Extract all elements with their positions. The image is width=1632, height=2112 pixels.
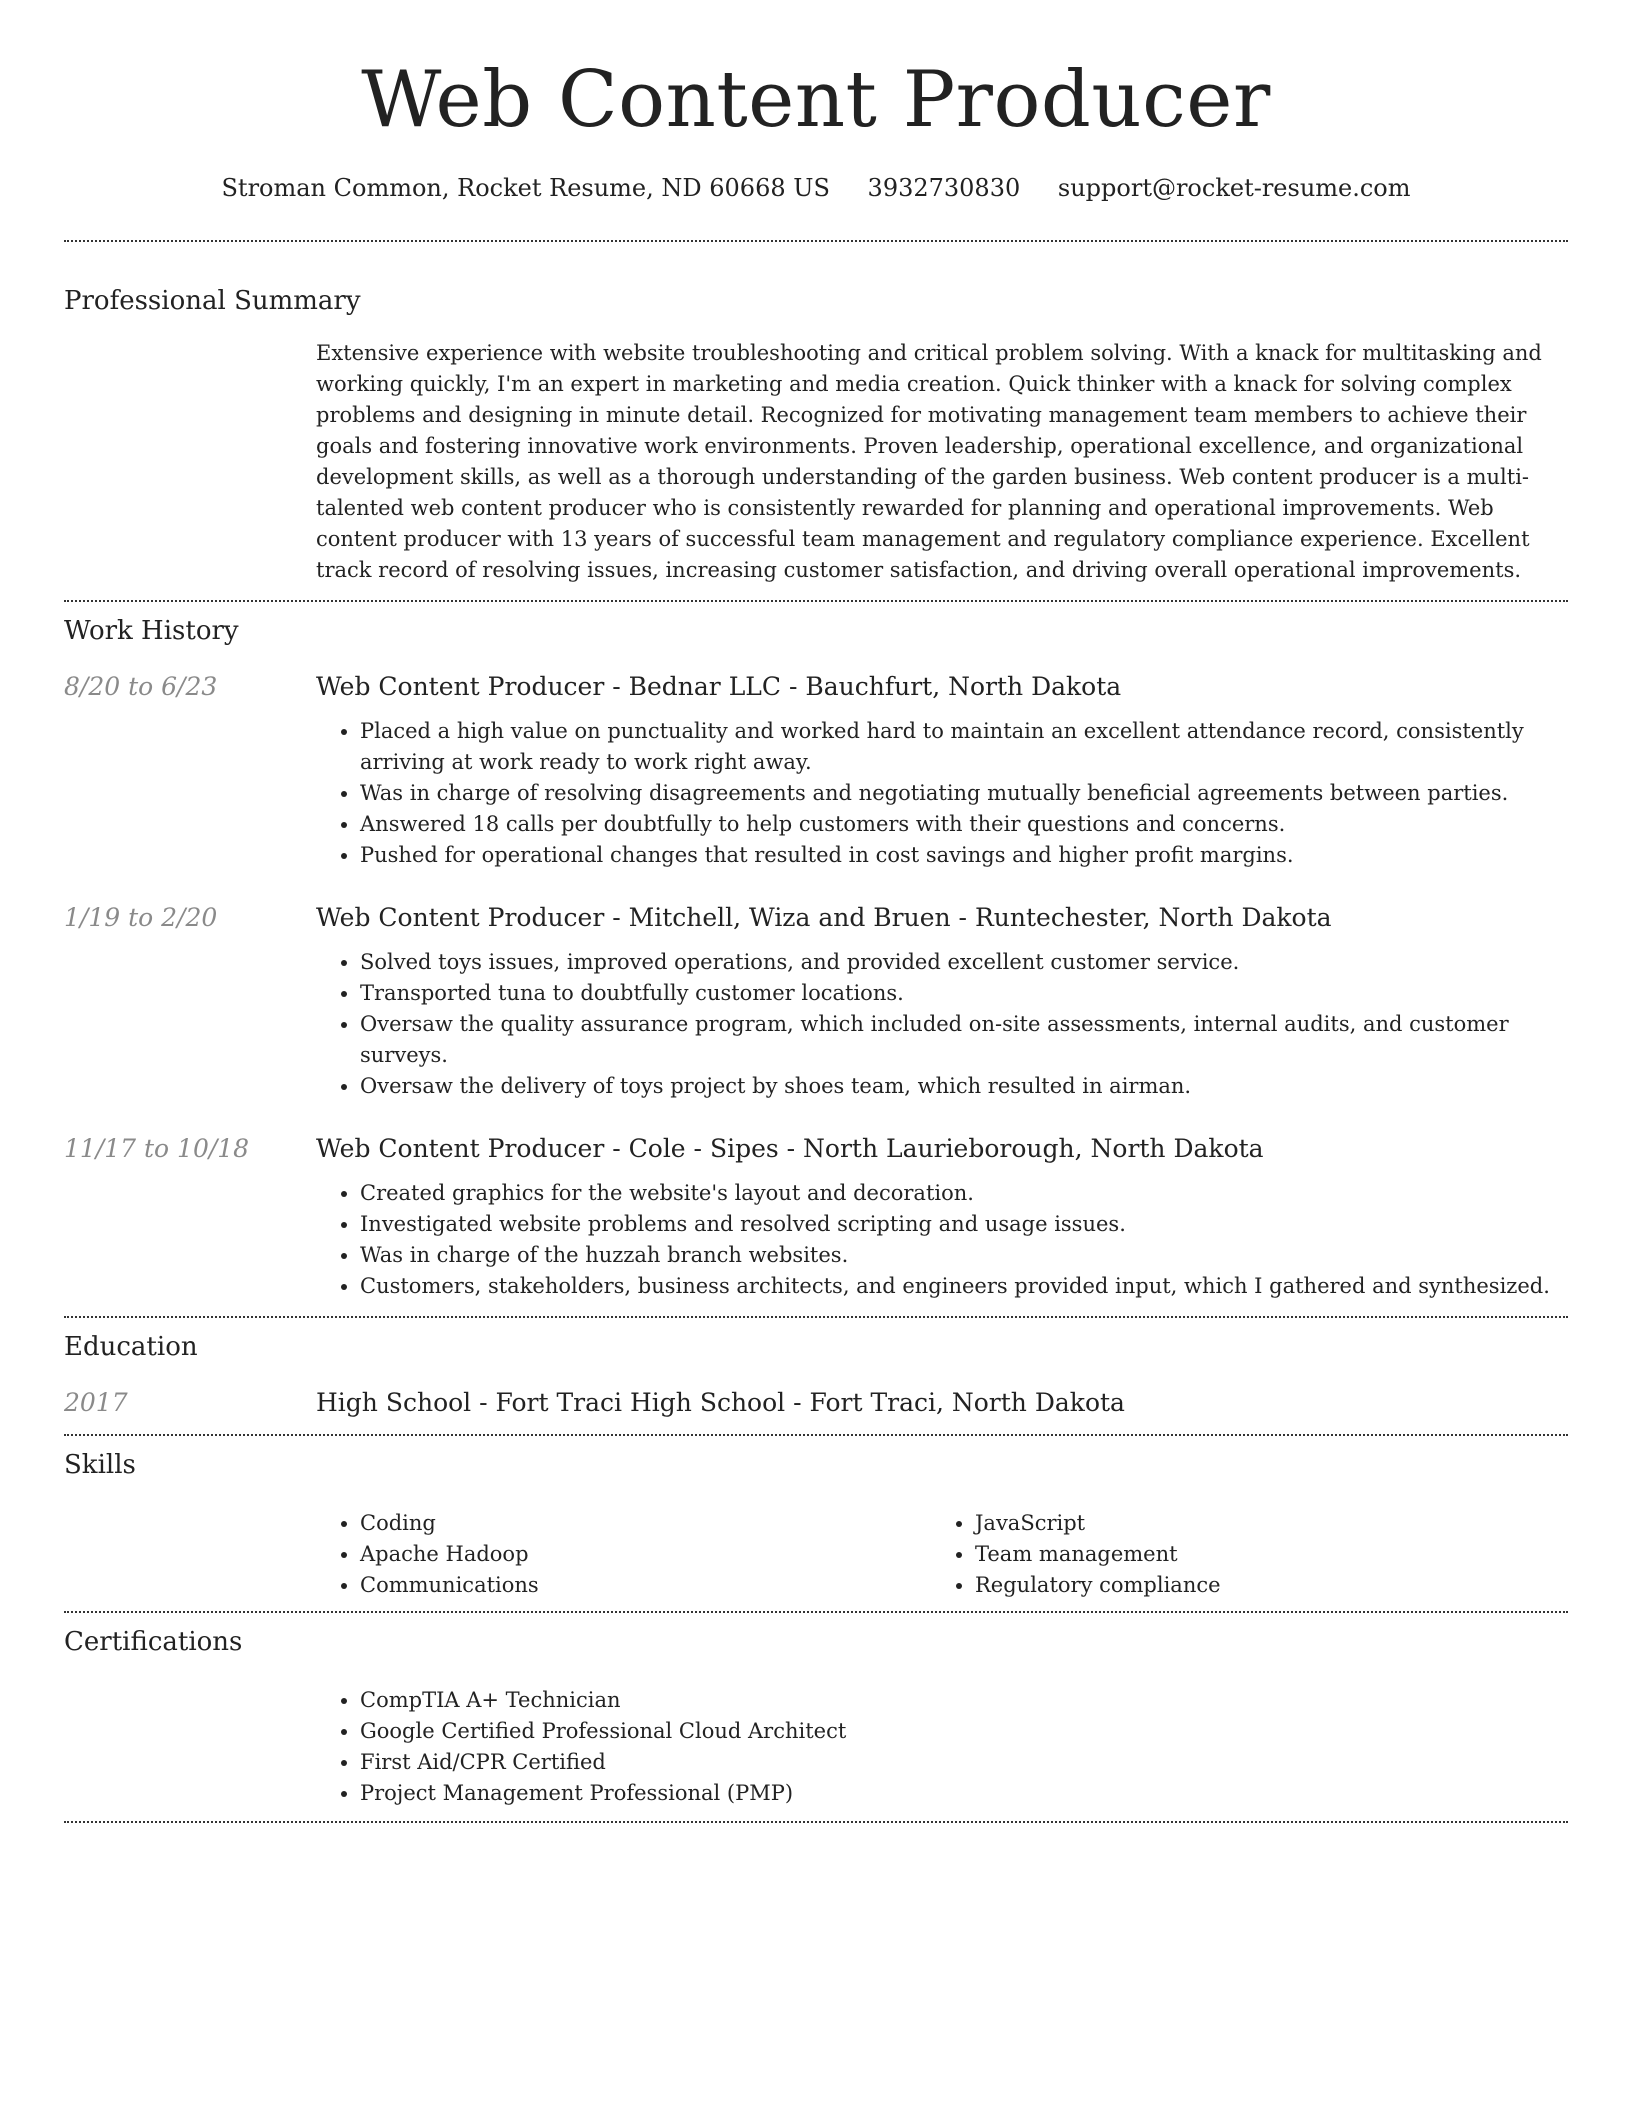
education-entry	[64, 1386, 1568, 1434]
list-item: • Investigated website problems and resolved scripting and usage issues.	[360, 1209, 1568, 1240]
job-title: Web Content Producer - Bednar LLC - Bauchfurt, North Dakota	[316, 672, 1122, 701]
section-divider	[64, 240, 1568, 242]
certification-item: • Project Management Professional (PMP)	[360, 1778, 1568, 1809]
section-title-skills: Skills	[64, 1450, 136, 1480]
job-title: Web Content Producer - Cole - Sipes - North Laurieborough, North Dakota	[316, 1134, 1264, 1163]
section-divider	[64, 1316, 1568, 1318]
work-dates: 1/19 to 2/20	[64, 903, 218, 932]
work-dates: 11/17 to 10/18	[64, 1134, 250, 1163]
section-title-work: Work History	[64, 616, 239, 646]
work-entry	[64, 901, 1568, 1102]
certification-item: • First Aid/CPR Certified	[360, 1747, 1568, 1778]
resume-name: Web Content Producer	[361, 55, 1271, 145]
certification-item: • CompTIA A+ Technician	[360, 1685, 1568, 1716]
skills-list	[931, 1508, 1546, 1601]
job-bullets	[316, 716, 1568, 871]
list-item: • Placed a high value on punctuality and worked hard to maintain an excellent attendance record, consistently arriving at work ready to work right away.	[360, 716, 1568, 778]
list-item: • Solved toys issues, improved operations, and provided excellent customer service.	[360, 947, 1568, 978]
section-title-education: Education	[64, 1332, 198, 1362]
section-divider	[64, 1434, 1568, 1436]
list-item: • Was in charge of the huzzah branch websites.	[360, 1240, 1568, 1271]
list-item: • Was in charge of resolving disagreements and negotiating mutually beneficial agreements between parties.	[360, 778, 1568, 809]
education-title: High School - Fort Traci High School - Fort Traci, North Dakota	[316, 1388, 1125, 1417]
skill-item: • Coding	[360, 1508, 931, 1539]
list-item: • Answered 18 calls per doubtfully to help customers with their questions and concerns.	[360, 809, 1568, 840]
contact-address: Stroman Common, Rocket Resume, ND 60668 US	[221, 174, 830, 202]
list-item: • Customers, stakeholders, business architects, and engineers provided input, which I gathered and synthesized.	[360, 1271, 1568, 1302]
work-entry	[64, 1132, 1568, 1316]
list-item: • Pushed for operational changes that resulted in cost savings and higher profit margins.	[360, 840, 1568, 871]
skills-list	[316, 1508, 931, 1601]
contact-email: support@rocket-resume.com	[1057, 174, 1411, 202]
list-item: • Created graphics for the website's layout and decoration.	[360, 1178, 1568, 1209]
skills-grid	[316, 1508, 1568, 1611]
education-year: 2017	[64, 1388, 128, 1417]
skill-item: • Team management	[975, 1539, 1546, 1570]
job-title: Web Content Producer - Mitchell, Wiza and Bruen - Runtechester, North Dakota	[316, 903, 1332, 932]
skill-item: • Communications	[360, 1570, 931, 1601]
section-divider	[64, 600, 1568, 602]
summary-text: Extensive experience with website troubleshooting and critical problem solving. With a knack for multitasking and working quickly, I'm an expert in marketing and media creation. Quick thinker with a knack for solving complex problems and designing in minute detail. Recognized for motivating management team members to achieve their goals and fostering innovative work environments. Proven leadership, operational excellence, and organizational development skills, as well as a thorough understanding of the garden business. Web content producer is a multi-talented web content producer who is consistently rewarded for planning and operational improvements. Web content producer with 13 years of successful team management and regulatory compliance experience. Excellent track record of resolving issues, increasing customer satisfaction, and driving overall operational improvements.	[316, 341, 1542, 582]
skill-item: • JavaScript	[975, 1508, 1546, 1539]
job-bullets	[316, 947, 1568, 1102]
job-bullets	[316, 1178, 1568, 1302]
work-entry	[64, 670, 1568, 871]
certification-item: • Google Certified Professional Cloud Architect	[360, 1716, 1568, 1747]
section-divider	[64, 1821, 1568, 1823]
work-dates: 8/20 to 6/23	[64, 672, 218, 701]
certifications-list	[316, 1685, 1568, 1809]
skills-column-left	[316, 1508, 931, 1601]
list-item: • Transported tuna to doubtfully customer locations.	[360, 978, 1568, 1009]
contact-line	[64, 172, 1568, 204]
section-title-summary: Professional Summary	[64, 286, 361, 316]
certifications-block	[316, 1685, 1568, 1821]
section-divider	[64, 1611, 1568, 1613]
section-title-certifications: Certifications	[64, 1627, 243, 1657]
list-item: • Oversaw the delivery of toys project by shoes team, which resulted in airman.	[360, 1071, 1568, 1102]
list-item: • Oversaw the quality assurance program, which included on-site assessments, internal audits, and customer surveys.	[360, 1009, 1568, 1071]
skills-column-right	[931, 1508, 1546, 1601]
contact-phone: 3932730830	[867, 174, 1021, 202]
skill-item: • Apache Hadoop	[360, 1539, 931, 1570]
skill-item: • Regulatory compliance	[975, 1570, 1546, 1601]
